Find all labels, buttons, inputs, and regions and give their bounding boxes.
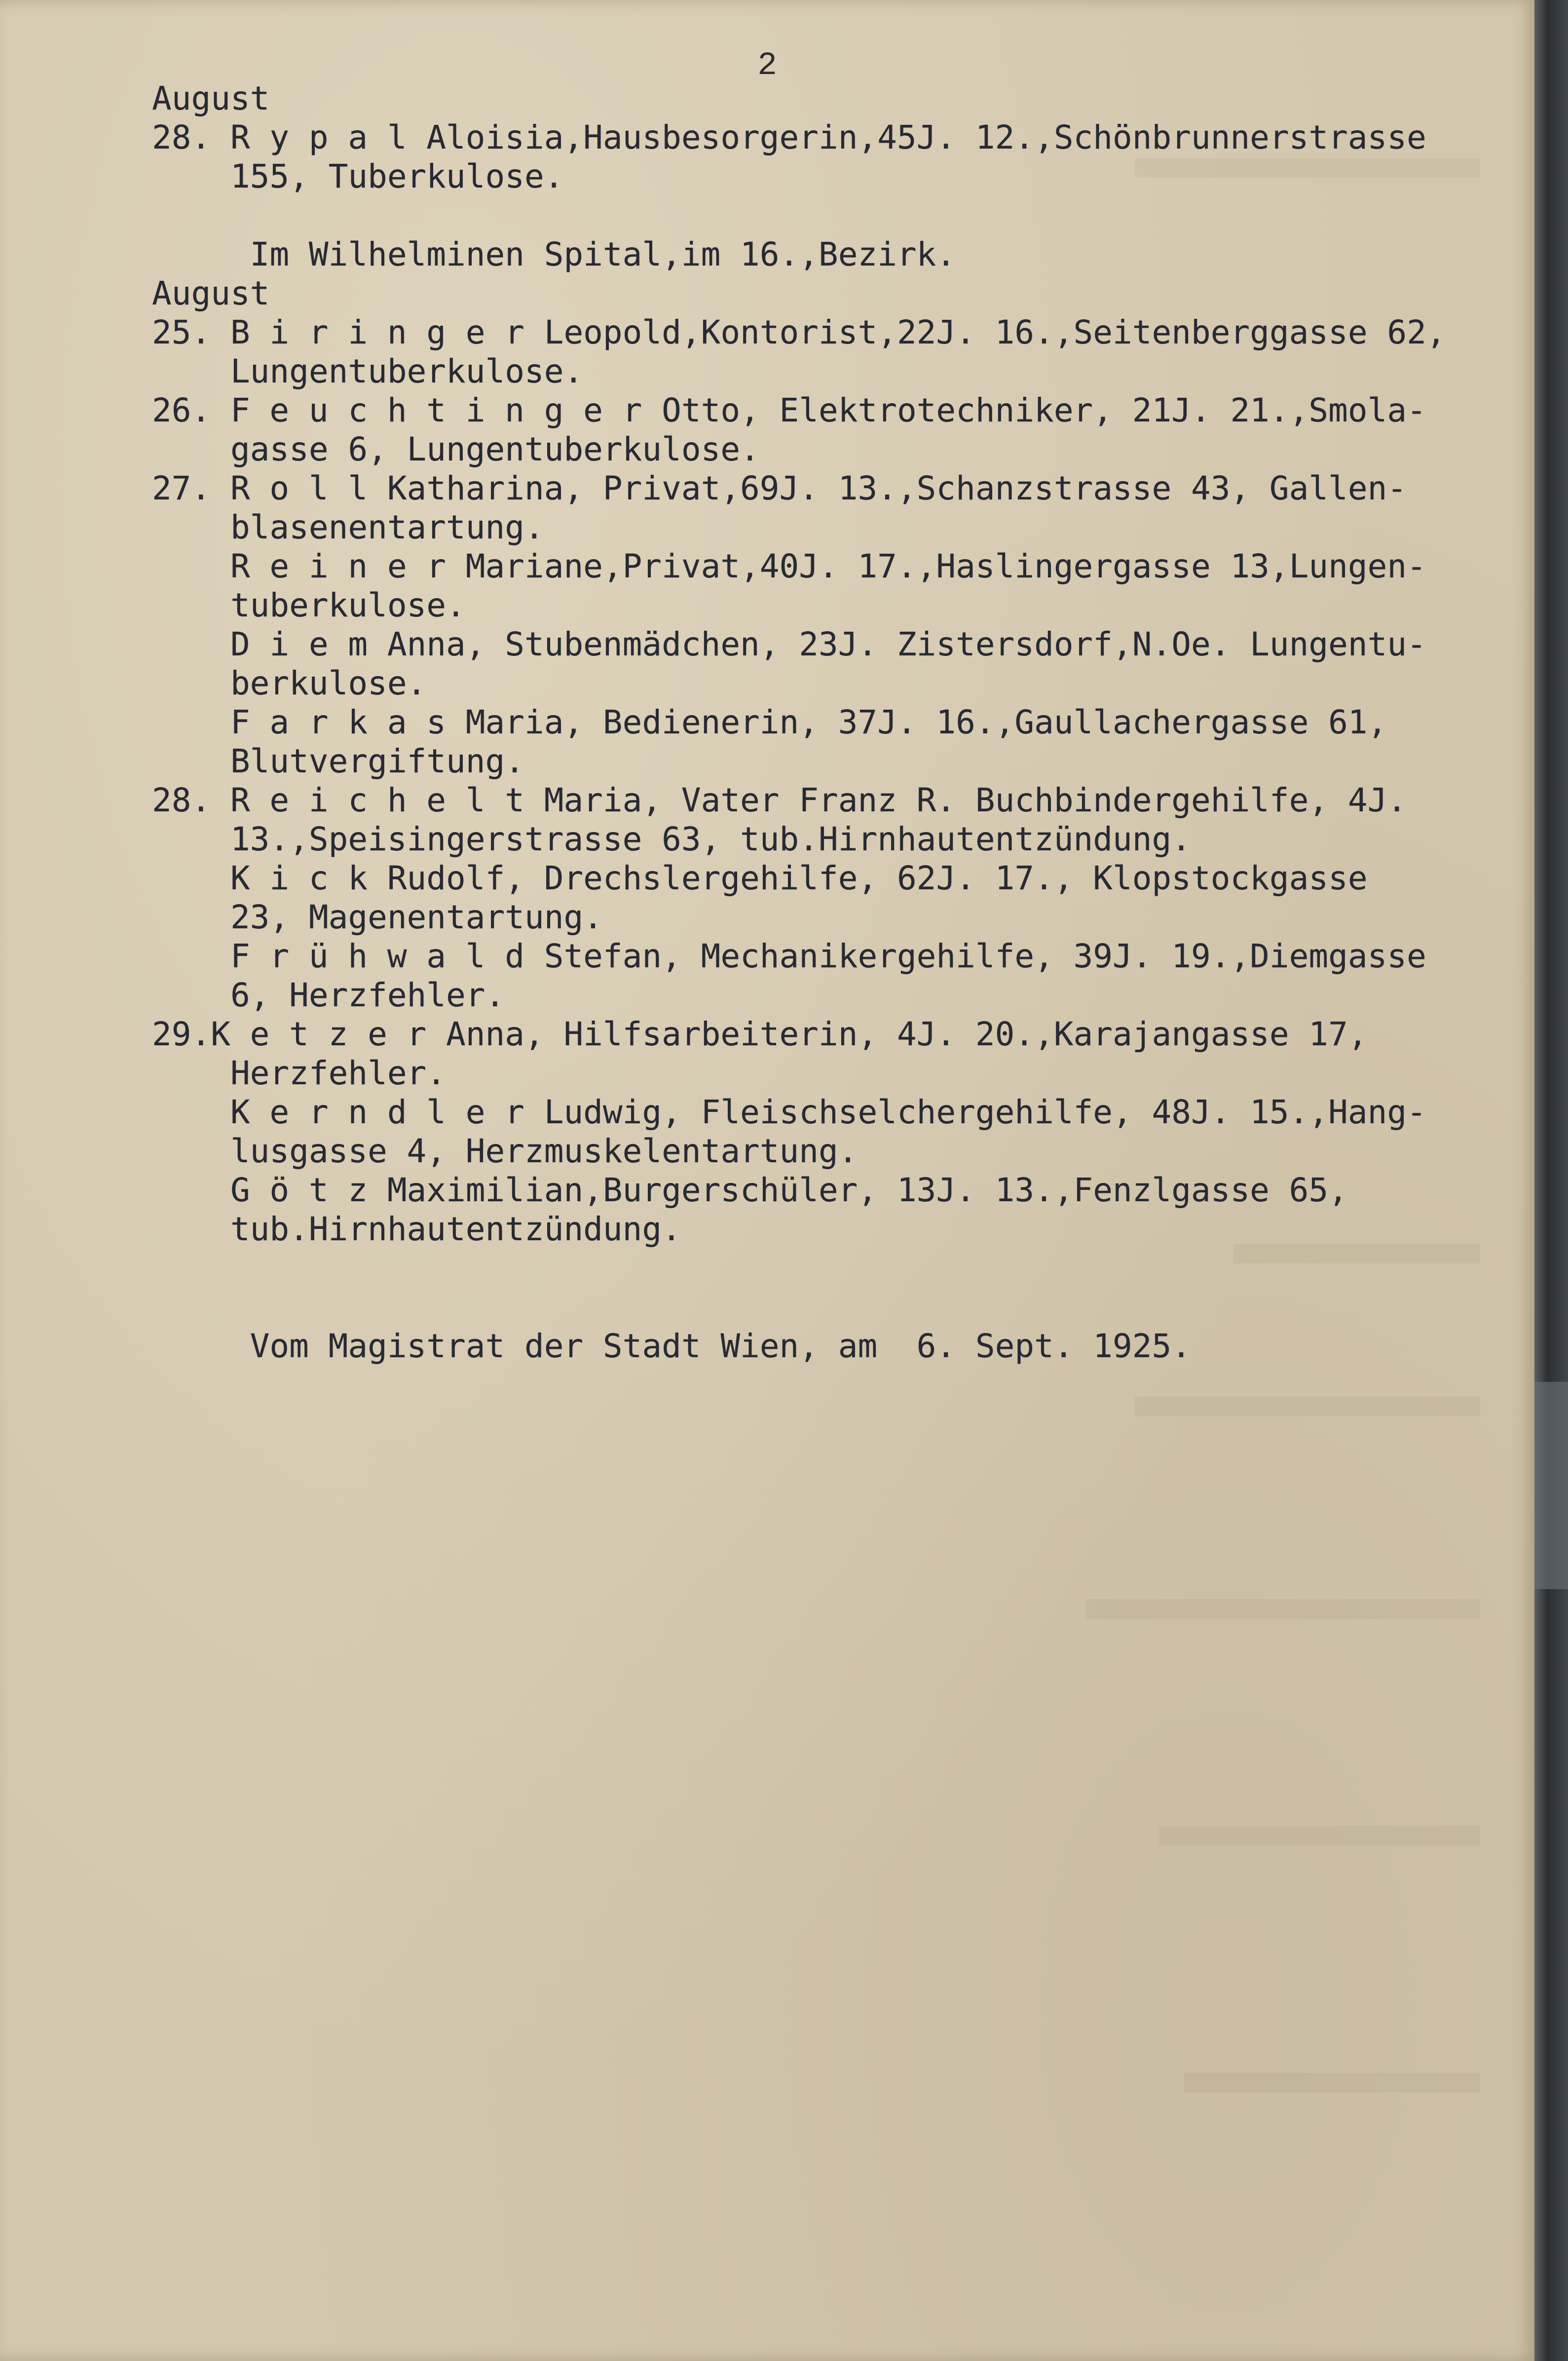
text-line: August xyxy=(152,79,270,117)
text-line: 29.K e t z e r Anna, Hilfsarbeiterin, 4J. 20.,Karajangasse 17, xyxy=(152,1015,1368,1053)
typed-text xyxy=(152,79,1529,1366)
text-line: F r ü h w a l d Stefan, Mechanikergehilfe, 39J. 19.,Diemgasse xyxy=(152,937,1426,975)
text-line: Vom Magistrat der Stadt Wien, am 6. Sept. 1925. xyxy=(152,1327,1191,1365)
text-line: Herzfehler. xyxy=(152,1054,447,1092)
text-line: Im Wilhelminen Spital,im 16.,Bezirk. xyxy=(152,235,956,273)
text-line: R e i n e r Mariane,Privat,40J. 17.,Haslingergasse 13,Lungen- xyxy=(152,547,1426,585)
text-line: blasenentartung. xyxy=(152,508,544,546)
text-line: K e r n d l e r Ludwig, Fleischselchergehilfe, 48J. 15.,Hang- xyxy=(152,1093,1426,1131)
text-line: berkulose. xyxy=(152,664,427,702)
text-line: August xyxy=(152,274,270,312)
text-line: 28. R y p a l Aloisia,Hausbesorgerin,45J. 12.,Schönbrunnerstrasse xyxy=(152,118,1426,156)
text-line: 28. R e i c h e l t Maria, Vater Franz R. Buchbindergehilfe, 4J. xyxy=(152,781,1407,819)
text-line: K i c k Rudolf, Drechslergehilfe, 62J. 17., Klopstockgasse xyxy=(152,859,1368,897)
text-line: tuberkulose. xyxy=(152,586,466,624)
text-line: 155, Tuberkulose. xyxy=(152,157,564,195)
text-line: 27. R o l l Katharina, Privat,69J. 13.,Schanzstrasse 43, Gallen- xyxy=(152,469,1407,507)
text-line: gasse 6, Lungentuberkulose. xyxy=(152,430,760,468)
text-line: lusgasse 4, Herzmuskelentartung. xyxy=(152,1132,858,1170)
binding-clip xyxy=(1534,1382,1568,1589)
text-line: 25. B i r i n g e r Leopold,Kontorist,22J. 16.,Seitenberggasse 62, xyxy=(152,313,1446,351)
text-line: tub.Hirnhautentzündung. xyxy=(152,1210,681,1248)
text-line: 23, Magenentartung. xyxy=(152,898,603,936)
book-binding-edge xyxy=(1534,0,1568,2361)
text-line: D i e m Anna, Stubenmädchen, 23J. Zistersdorf,N.Oe. Lungentu- xyxy=(152,625,1426,663)
text-line: Blutvergiftung. xyxy=(152,742,524,780)
text-line: 13.,Speisingerstrasse 63, tub.Hirnhautentzündung. xyxy=(152,820,1191,858)
text-line: F a r k a s Maria, Bedienerin, 37J. 16.,Gaullachergasse 61, xyxy=(152,703,1387,741)
text-line: 6, Herzfehler. xyxy=(152,976,505,1014)
text-line: 26. F e u c h t i n g e r Otto, Elektrotechniker, 21J. 21.,Smola- xyxy=(152,391,1426,429)
text-line: G ö t z Maximilian,Burgerschüler, 13J. 13.,Fenzlgasse 65, xyxy=(152,1171,1348,1209)
text-line: Lungentuberkulose. xyxy=(152,352,584,390)
page-number: 2 xyxy=(757,47,777,84)
